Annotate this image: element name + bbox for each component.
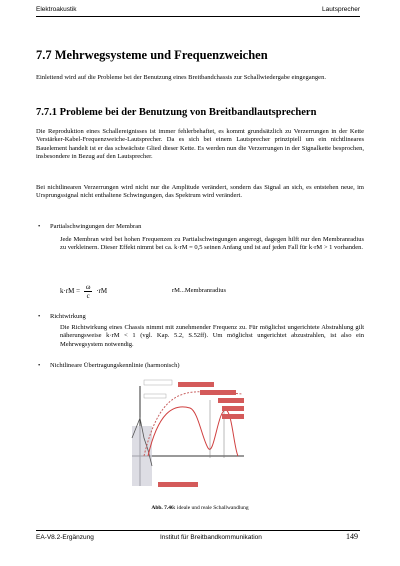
bullet-dot-icon: • xyxy=(38,223,41,230)
footer-rule xyxy=(36,530,360,531)
paragraph-reproduktion: Die Reproduktion eines Schallereignisses ist immer fehlerbehaftet, es kommt grundsätzlich zu Verzerrungen in der Kette Verstärker-Kabel-Frequenzweiche-Lautsprecher. Da es sich bei einem Lautsprecher prinzipiell um ein nichtlineares Bauelement handelt ist er das schwächste Glied dieser Kette. Es werden nun die Verzerrungen in der Signalkette besprochen, insbesondere in Bezug auf den Lautsprecher. xyxy=(36,128,364,161)
figure-label-bar-1 xyxy=(178,382,214,387)
equation-note: rM...Membranradius xyxy=(172,287,226,294)
paragraph-nichtlinear: Bei nichtlinearen Verzerrungen wird nicht nur die Amplitude verändert, sondern das Signal an sich, es entstehen neue, im Ursprungssignal nicht enthaltene Schwingungen, das Spektrum wird verändert. xyxy=(36,184,364,200)
equation-lhs: k·rM = xyxy=(60,287,81,296)
running-header-left: Elektroakustik xyxy=(36,6,77,13)
figure-caption xyxy=(0,505,400,511)
figure-label-bar-3 xyxy=(218,398,244,403)
equation-rhs: ·rM xyxy=(96,287,108,296)
bullet-title: Nichtlineare Übertragungskennlinie (harmonisch) xyxy=(50,362,180,369)
bullet-dot-icon: • xyxy=(38,313,41,320)
figure-label-bar-4 xyxy=(222,406,244,411)
bullet-text-partialschwingungen: Jede Membran wird bei hohen Frequenzen zu Partialschwingungen angeregt, dagegen hilft nur den Membranradius zu verkleinern. Dieser Effekt nimmt bei ca. k·rM = 0,5 seinen Anfang und ist auf jeden Fall für k·rM > 1 vorhanden. xyxy=(60,236,364,252)
bullet-title: Partialschwingungen der Membran xyxy=(50,223,142,230)
equation-denominator: c xyxy=(86,292,90,300)
bullet-dot-icon: • xyxy=(38,362,41,369)
figure-caption-label: Abb. 7.46: xyxy=(151,505,176,511)
page-number: 149 xyxy=(346,532,358,541)
equation-numerator: ω xyxy=(85,283,91,291)
footer-center: Institut für Breitbandkommunikation xyxy=(160,534,262,541)
figure-label-box-2 xyxy=(144,394,166,398)
bullet-partialschwingungen xyxy=(38,223,142,230)
equation-fraction xyxy=(84,283,93,300)
figure-label-bar-5 xyxy=(222,414,244,419)
figure-label-bar-2 xyxy=(200,390,236,395)
section-intro: Einleitend wird auf die Probleme bei der Benutzung eines Breitbandchassis zur Schallwiedergabe eingegangen. xyxy=(36,74,326,81)
running-header-right: Lautsprecher xyxy=(322,6,360,13)
figure-graphic xyxy=(118,378,248,498)
figure-schallwandlung xyxy=(118,378,248,498)
bullet-title: Richtwirkung xyxy=(50,313,86,320)
bullet-text-richtwirkung: Die Richtwirkung eines Chassis nimmt mit zunehmender Frequenz zu. Für möglichst ungerichtete Abstrahlung gilt näherungsweise k·rM < 1 (vgl. Kap. 5.2, S.52ff). Um möglichst ungerichtet abzustrahlen, ist also ein Mehrwegsystem notwendig. xyxy=(60,324,364,348)
subsection-title: 7.7.1 Probleme bei der Benutzung von Breitbandlautsprechern xyxy=(36,107,317,118)
bullet-kennlinie xyxy=(38,362,180,369)
figure-input-bars xyxy=(132,426,152,486)
figure-label-bar-6 xyxy=(158,482,198,487)
footer-left: EA-V8.2-Ergänzung xyxy=(36,534,94,541)
header-rule xyxy=(36,16,360,17)
figure-label-box-1 xyxy=(144,380,172,385)
section-title: 7.7 Mehrwegsysteme und Frequenzweichen xyxy=(36,48,268,62)
figure-caption-text: ideale und reale Schallwandlung xyxy=(175,505,249,511)
bullet-richtwirkung xyxy=(38,313,86,320)
equation xyxy=(60,283,107,300)
